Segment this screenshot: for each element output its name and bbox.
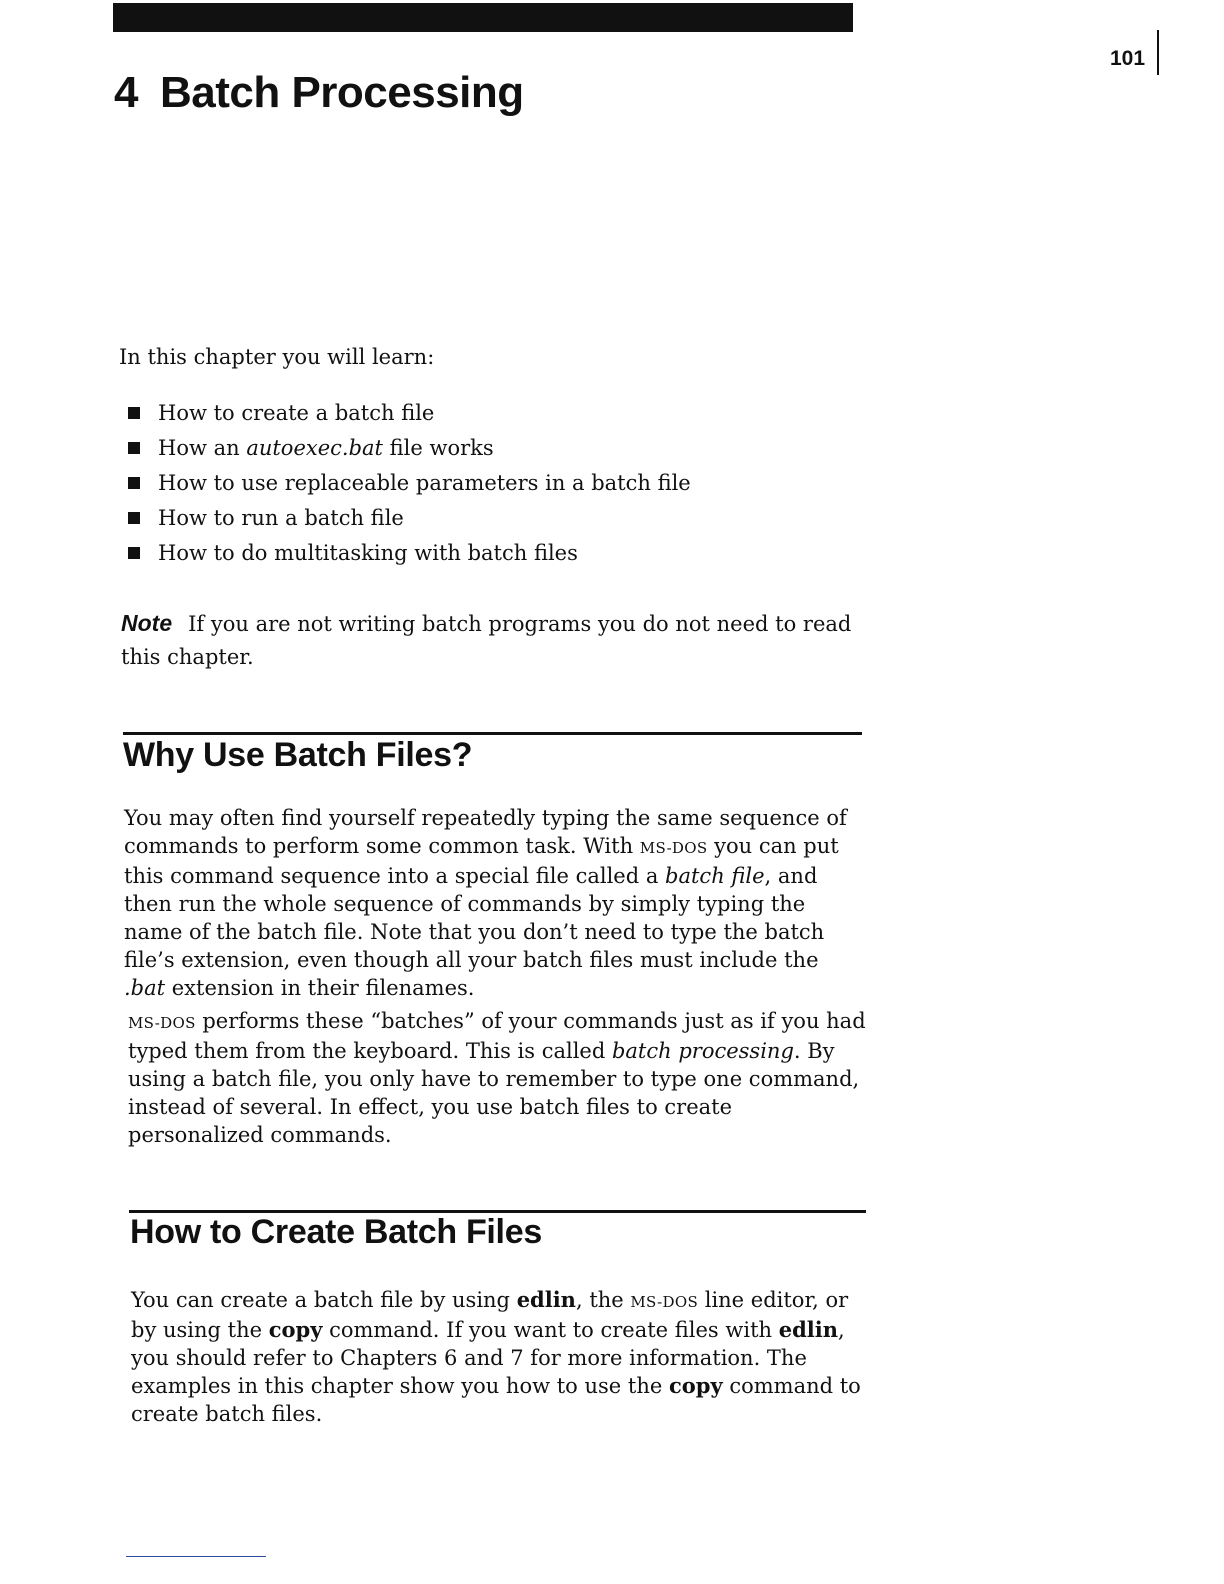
italic-term: .bat xyxy=(124,976,166,1000)
note xyxy=(121,607,861,674)
page-edge-rule xyxy=(1157,30,1159,75)
text-run: command. If you want to create files with xyxy=(322,1318,779,1342)
list-item-text: How to run a batch file xyxy=(158,505,404,530)
paragraph-why-2 xyxy=(128,1007,868,1149)
square-bullet-icon xyxy=(128,477,140,489)
list-item-text-after: file works xyxy=(383,435,494,460)
square-bullet-icon xyxy=(128,442,140,454)
text-run: line editor, or by using the xyxy=(131,1288,849,1342)
list-item-text: How to create a batch file xyxy=(158,400,435,425)
text-run: command to create batch files. xyxy=(131,1374,861,1426)
list-item xyxy=(128,500,691,535)
small-caps-term: MS-DOS xyxy=(639,839,708,857)
small-caps-term: MS-DOS xyxy=(630,1293,699,1311)
header-bar xyxy=(113,3,853,32)
footer-line xyxy=(126,1556,266,1557)
text-run: . By using a batch file, you only have to remember to type one command, instead of several. In effect, you use batch files to create personalized commands. xyxy=(128,1039,860,1147)
square-bullet-icon xyxy=(128,407,140,419)
italic-term: batch processing xyxy=(611,1039,794,1063)
command-term: copy xyxy=(268,1317,323,1342)
page-number: 101 xyxy=(1110,47,1146,70)
text-run: , the xyxy=(575,1288,631,1312)
chapter-title-text: Batch Processing xyxy=(159,68,524,117)
italic-term: batch file xyxy=(665,864,765,888)
note-text: If you are not writing batch programs you do not need to read this chapter. xyxy=(121,612,852,669)
list-item-text-before: How an xyxy=(158,435,247,460)
filename-italic: autoexec.bat xyxy=(246,435,383,460)
command-term: copy xyxy=(668,1373,723,1398)
square-bullet-icon xyxy=(128,547,140,559)
chapter-number: 4 xyxy=(114,68,138,117)
square-bullet-icon xyxy=(128,512,140,524)
command-term: edlin xyxy=(778,1317,838,1342)
list-item-text: How to use replaceable parameters in a batch file xyxy=(158,470,691,495)
note-label: Note xyxy=(121,610,173,636)
small-caps-term: MS-DOS xyxy=(128,1014,196,1032)
list-item xyxy=(128,535,691,570)
text-run: performs these “batches” of your commands just as if you had typed them from the keyboard. This is called xyxy=(128,1009,866,1063)
text-run: , you should refer to Chapters 6 and 7 for more information. The examples in this chapter show you how to use the xyxy=(131,1318,845,1398)
list-item xyxy=(128,430,691,465)
text-run: You can create a batch file by using xyxy=(131,1288,517,1312)
text-run: , and then run the whole sequence of commands by simply typing the name of the batch file. Note that you don’t need to type the batch file’s extension, even though all your batch files must include the xyxy=(124,864,825,972)
list-item-text xyxy=(158,436,494,460)
text-run: You may often find yourself repeatedly typing the same sequence of commands to perform some common task. With xyxy=(124,806,847,858)
text-run: extension in their filenames. xyxy=(165,976,475,1000)
section-rule xyxy=(123,732,862,735)
paragraph-create-1 xyxy=(131,1286,871,1428)
section-heading-create: How to Create Batch Files xyxy=(130,1213,542,1251)
command-term: edlin xyxy=(516,1287,576,1312)
objectives-list xyxy=(128,395,691,570)
list-item-text: How to do multitasking with batch files xyxy=(158,540,578,565)
paragraph-why-1 xyxy=(124,804,866,1002)
chapter-title xyxy=(114,68,524,118)
text-run: you can put this command sequence into a special file called a xyxy=(124,834,839,888)
list-item xyxy=(128,465,691,500)
section-heading-why: Why Use Batch Files? xyxy=(123,736,473,774)
intro-lead: In this chapter you will learn: xyxy=(119,345,435,369)
list-item xyxy=(128,395,691,430)
